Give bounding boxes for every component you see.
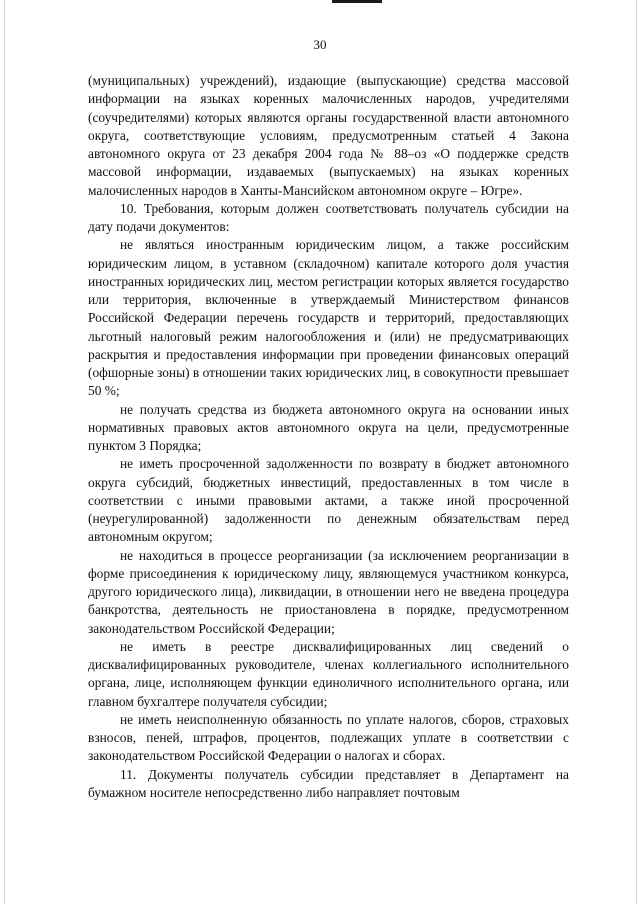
paragraph-item-11: 11. Документы получатель субсидии представляет в Департамент на бумажном носителе непосредственно либо направляет почтовым [88, 766, 569, 800]
paragraph-requirement-overdue-debt: не иметь просроченной задолженности по возврату в бюджет автономного округа субсидий, бюджетных инвестиций, предоставленных в том числе в соответствии с иными правовыми актами, а также иной просроченной (неурегулированной) задолженности по денежным обязательствам перед автономным округом; [88, 456, 569, 545]
paragraph-requirement-foreign-entity: не являться иностранным юридическим лицом, а также российским юридическим лицом, в уставном (складочном) капитале которого доля участия иностранных юридических лиц, местом регистрации которых является государство или территория, включенные в утверждаемый Министерством финансов Российской Федерации перечень государств и территорий, предоставляющих льготный налоговый режим налогообложения и (или) не предусматривающих раскрытия и предоставления информации при проведении финансовых операций (офшорные зоны) в отношении таких юридических лиц, в совокупности превышает 50 %; [88, 237, 569, 399]
paragraph-item-10: 10. Требования, которым должен соответствовать получатель субсидии на дату подачи документов: [88, 200, 569, 234]
paragraph-requirement-reorganization: не находиться в процессе реорганизации (за исключением реорганизации в форме присоединения к юридическому лицу, являющемуся участником конкурса, другого юридического лица), ликвидации, в отношении него не введена процедура банкротства, деятельность не приостановлена в порядке, предусмотренном законодательством Российской Федерации; [88, 547, 569, 636]
paragraph-requirement-disqualified-persons: не иметь в реестре дисквалифицированных лиц сведений о дисквалифицированных руководителе, членах коллегиального исполнительного органа, лице, исполняющем функции единоличного исполнительного органа, или главном бухгалтере получателя субсидии; [88, 638, 569, 709]
paragraph-continuation: (муниципальных) учреждений), издающие (выпускающие) средства массовой информации на языках коренных малочисленных народов, учредителями (соучредителями) которых являются органы государственной власти автономного округа, соответствующие условиям, предусмотренным статьей 4 Закона автономного округа от 23 декабря 2004 года № 88–оз «О поддержке средств массовой информации, издаваемых (выпускаемых) на языках коренных малочисленных народов в Ханты-Мансийском автономном округе – Югре». [88, 73, 569, 198]
document-body [88, 72, 569, 802]
scan-top-mark [332, 0, 382, 3]
paragraph-requirement-tax-obligations: не иметь неисполненную обязанность по уплате налогов, сборов, страховых взносов, пеней, штрафов, процентов, подлежащих уплате в соответствии с законодательством Российской Федерации о налогах и сборах. [88, 711, 569, 764]
paragraph-requirement-other-funding: не получать средства из бюджета автономного округа на основании иных нормативных правовых актов автономного округа на цели, предусмотренные пунктом 3 Порядка; [88, 401, 569, 453]
scan-edge-right [636, 0, 637, 905]
page-number: 30 [313, 37, 327, 52]
scan-edge-left [4, 0, 5, 905]
